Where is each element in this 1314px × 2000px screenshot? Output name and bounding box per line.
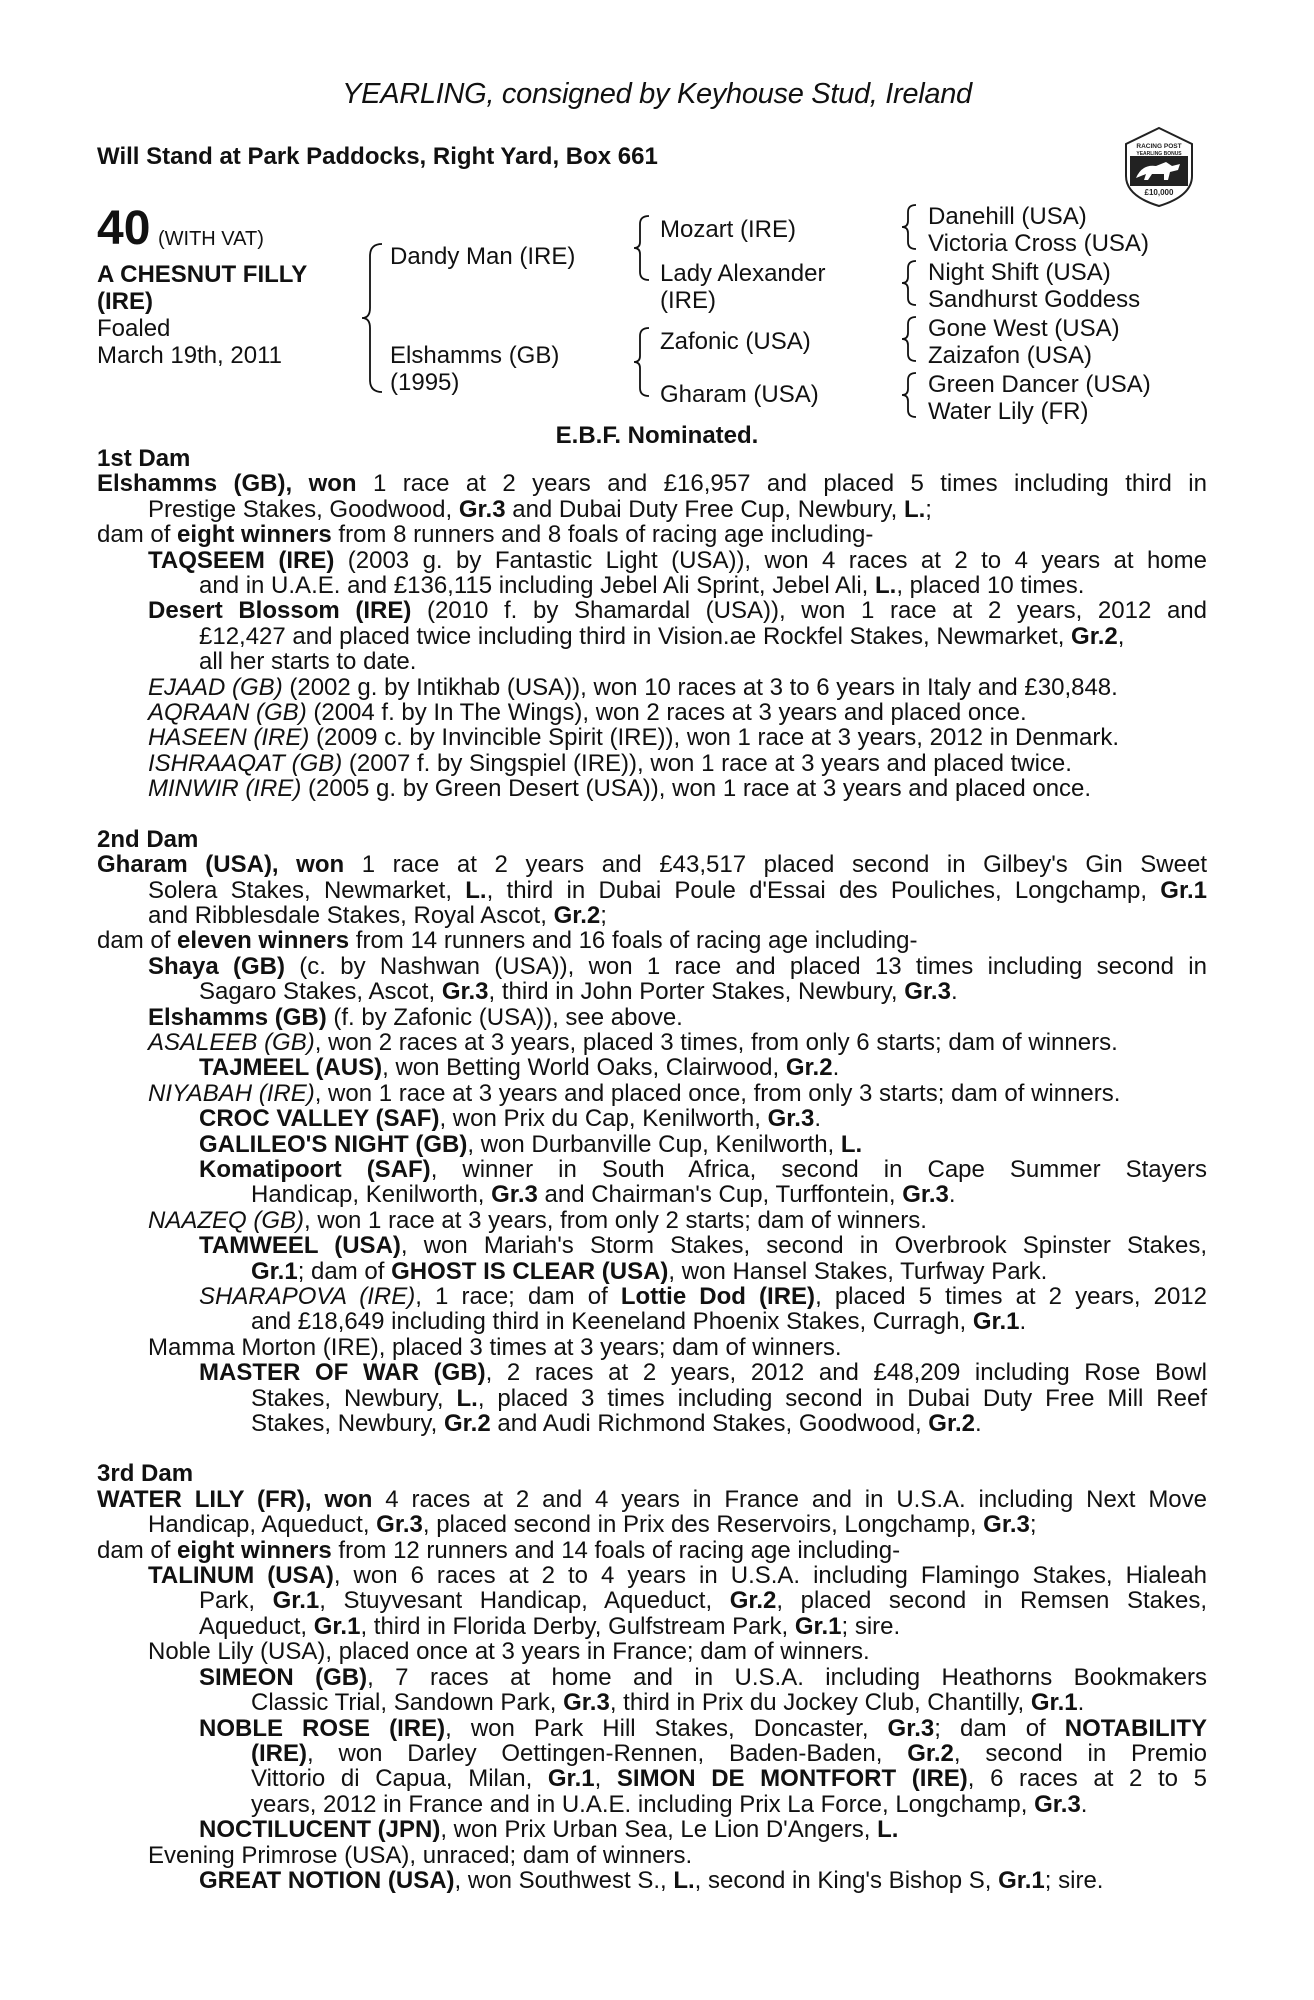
progeny-line: Park, Gr.1, Stuyvesant Handicap, Aqueduct, Gr.2, placed second in Remsen Stakes, [199,1587,1207,1615]
progeny-line: MASTER OF WAR (GB), 2 races at 2 years, 2012 and £48,209 including Rose Bowl [199,1359,1207,1387]
pedigree-sire-dam-origin: (IRE) [660,287,716,314]
progeny-line: Shaya (GB) (c. by Nashwan (USA)), won 1 race and placed 13 times including second in [148,952,1207,980]
pedigree-dam-dam: Gharam (USA) [660,381,819,408]
progeny-line: Noble Lily (USA), placed once at 3 years in France; dam of winners. [148,1638,870,1666]
progeny-line: TAMWEEL (USA), won Mariah's Storm Stakes, second in Overbrook Spinster Stakes, [199,1232,1207,1260]
page-title: YEARLING, consigned by Keyhouse Stud, Ireland [342,78,972,110]
pedigree-g5: Gone West (USA) [928,315,1120,342]
progeny-line: NAAZEQ (GB), won 1 race at 3 years, from only 2 starts; dam of winners. [148,1206,927,1234]
progeny-line: Evening Primrose (USA), unraced; dam of winners. [148,1841,693,1869]
progeny-line: Gr.1; dam of GHOST IS CLEAR (USA), won Hansel Stakes, Turfway Park. [251,1257,1048,1285]
first-dam-heading: 1st Dam [97,445,191,472]
progeny-line: Stakes, Newbury, Gr.2 and Audi Richmond Stakes, Goodwood, Gr.2. [251,1410,982,1438]
progeny-line: Mamma Morton (IRE), placed 3 times at 3 years; dam of winners. [148,1333,842,1361]
progeny-line: MINWIR (IRE) (2005 g. by Green Desert (USA)), won 1 race at 3 years and placed once. [148,775,1092,803]
stand-location: Will Stand at Park Paddocks, Right Yard, Box 661 [97,143,658,170]
pedigree-dam: Elshamms (GB) [390,342,560,369]
pedigree-g7: Green Dancer (USA) [928,371,1151,398]
progeny-line: TALINUM (USA), won 6 races at 2 to 4 years in U.S.A. including Flamingo Stakes, Hialeah [148,1562,1207,1590]
pedigree-sire-sire: Mozart (IRE) [660,216,797,243]
progeny-line: all her starts to date. [199,648,417,676]
pedigree-g4: Sandhurst Goddess [928,286,1141,313]
lot-description: A CHESNUT FILLY [97,261,308,288]
progeny-line: CROC VALLEY (SAF), won Prix du Cap, Kenilworth, Gr.3. [199,1105,821,1133]
progeny-line: NOBLE ROSE (IRE), won Park Hill Stakes, Doncaster, Gr.3; dam of NOTABILITY [199,1714,1207,1742]
progeny-line: HASEEN (IRE) (2009 c. by Invincible Spirit (IRE)), won 1 race at 3 years, 2012 in Denmark. [148,724,1120,752]
progeny-line: GALILEO'S NIGHT (GB), won Durbanville Cup, Kenilworth, L. [199,1130,863,1158]
third-dam-line: dam of eight winners from 12 runners and 14 foals of racing age including- [97,1536,901,1564]
pedigree-brackets [0,0,1314,430]
lot-number: 40 [97,202,151,255]
progeny-line: (IRE), won Darley Oettingen-Rennen, Baden-Baden, Gr.2, second in Premio [251,1739,1207,1767]
pedigree-dam-sire: Zafonic (USA) [660,328,811,355]
pedigree-g8: Water Lily (FR) [928,398,1089,425]
pedigree-dam-year: (1995) [390,369,460,396]
second-dam-line: and Ribblesdale Stakes, Royal Ascot, Gr.2; [148,901,607,929]
progeny-line: NOCTILUCENT (JPN), won Prix Urban Sea, Le Lion D'Angers, L. [199,1816,899,1844]
progeny-line: ASALEEB (GB), won 2 races at 3 years, placed 3 times, from only 6 starts; dam of winners. [148,1028,1118,1056]
progeny-line: Sagaro Stakes, Ascot, Gr.3, third in John Porter Stakes, Newbury, Gr.3. [199,978,958,1006]
logo-text-top: RACING POST [1136,143,1182,150]
logo-text-amount: £10,000 [1144,188,1174,197]
progeny-line: ISHRAAQAT (GB) (2007 f. by Singspiel (IRE)), won 1 race at 3 years and placed twice. [148,749,1072,777]
progeny-line: Stakes, Newbury, L., placed 3 times including second in Dubai Duty Free Mill Reef [251,1384,1207,1412]
progeny-line: Aqueduct, Gr.1, third in Florida Derby, Gulfstream Park, Gr.1; sire. [199,1612,901,1640]
progeny-line: NIYABAH (IRE), won 1 race at 3 years and placed once, from only 3 starts; dam of winners. [148,1079,1121,1107]
progeny-line: EJAAD (GB) (2002 g. by Intikhab (USA)), won 10 races at 3 to 6 years in Italy and £30,848. [148,673,1118,701]
progeny-line: Vittorio di Capua, Milan, Gr.1, SIMON DE MONTFORT (IRE), 6 races at 2 to 5 [251,1765,1208,1793]
progeny-line: Classic Trial, Sandown Park, Gr.3, third in Prix du Jockey Club, Chantilly, Gr.1. [251,1689,1085,1717]
foaled-date: March 19th, 2011 [97,342,283,369]
progeny-line: and £18,649 including third in Keeneland Phoenix Stakes, Curragh, Gr.1. [251,1308,1027,1336]
progeny-line: Desert Blossom (IRE) (2010 f. by Shamardal (USA)), won 1 race at 2 years, 2012 and [148,597,1207,625]
progeny-line: and in U.A.E. and £136,115 including Jebel Ali Sprint, Jebel Ali, L., placed 10 times. [199,572,1085,600]
progeny-line: SIMEON (GB), 7 races at home and in U.S.A. including Heathorns Bookmakers [199,1663,1208,1691]
progeny-line: years, 2012 in France and in U.A.E. including Prix La Force, Longchamp, Gr.3. [251,1790,1088,1818]
progeny-line: TAQSEEM (IRE) (2003 g. by Fantastic Light (USA)), won 4 races at 2 to 4 years at home [148,546,1207,574]
progeny-line: Komatipoort (SAF), winner in South Africa, second in Cape Summer Stayers [199,1155,1207,1183]
third-dam-line: WATER LILY (FR), won 4 races at 2 and 4 years in France and in U.S.A. including Next Move [97,1485,1208,1513]
second-dam-line: Solera Stakes, Newmarket, L., third in Dubai Poule d'Essai des Pouliches, Longchamp, Gr.1 [148,876,1207,904]
catalogue-body [97,446,1207,1893]
lot-description-origin: (IRE) [97,288,153,315]
pedigree-g3: Night Shift (USA) [928,259,1111,286]
progeny-line: Elshamms (GB) (f. by Zafonic (USA)), see above. [148,1003,683,1031]
progeny-line: £12,427 and placed twice including third in Vision.ae Rockfel Stakes, Newmarket, Gr.2, [199,622,1125,650]
pedigree-g2: Victoria Cross (USA) [928,230,1149,257]
third-dam-line: Handicap, Aqueduct, Gr.3, placed second in Prix des Reservoirs, Longchamp, Gr.3; [148,1511,1037,1539]
pedigree-g1: Danehill (USA) [928,203,1087,230]
third-dam-heading: 3rd Dam [97,1460,194,1488]
first-dam-line: Prestige Stakes, Goodwood, Gr.3 and Dubai Duty Free Cup, Newbury, L.; [148,495,932,523]
pedigree-sire-dam: Lady Alexander [660,260,826,287]
second-dam-line: dam of eleven winners from 14 runners and 16 foals of racing age including- [97,927,918,955]
pedigree-g6: Zaizafon (USA) [928,342,1093,369]
progeny-line: SHARAPOVA (IRE), 1 race; dam of Lottie Dod (IRE), placed 5 times at 2 years, 2012 [199,1283,1207,1310]
vat-note: (WITH VAT) [158,228,264,250]
progeny-line: Handicap, Kenilworth, Gr.3 and Chairman's Cup, Turffontein, Gr.3. [251,1181,956,1209]
first-dam-line: dam of eight winners from 8 runners and 8 foals of racing age including- [97,521,874,549]
second-dam-line: Gharam (USA), won 1 race at 2 years and £43,517 placed second in Gilbey's Gin Sweet [97,851,1207,879]
logo-text-mid: YEARLING BONUS [1136,151,1182,157]
foaled-label: Foaled [97,315,171,342]
first-dam-line: Elshamms (GB), won 1 race at 2 years and £16,957 and placed 5 times including third in [97,470,1207,498]
pedigree-sire: Dandy Man (IRE) [390,243,576,270]
ebf-nominated: E.B.F. Nominated. [555,422,759,449]
progeny-line: TAJMEEL (AUS), won Betting World Oaks, Clairwood, Gr.2. [199,1054,840,1082]
progeny-line: GREAT NOTION (USA), won Southwest S., L., second in King's Bishop S, Gr.1; sire. [199,1866,1104,1894]
second-dam-heading: 2nd Dam [97,825,199,853]
progeny-line: AQRAAN (GB) (2004 f. by In The Wings), won 2 races at 3 years and placed once. [148,699,1027,727]
